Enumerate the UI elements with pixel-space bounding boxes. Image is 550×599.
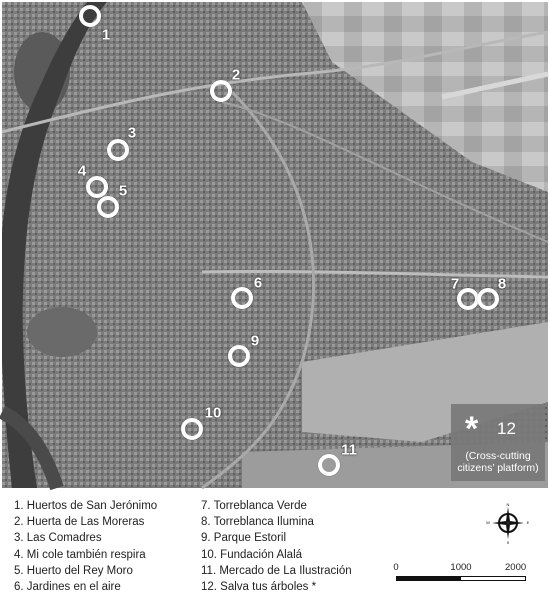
scale-bar-segment <box>461 577 525 580</box>
location-marker-3[interactable] <box>107 139 129 161</box>
location-marker-9[interactable] <box>228 345 250 367</box>
location-marker-11[interactable] <box>318 454 340 476</box>
legend-item: 5. Huerto del Rey Moro <box>14 564 133 577</box>
legend-item: 11. Mercado de La Ilustración <box>201 564 352 577</box>
location-marker-2[interactable] <box>210 80 232 102</box>
marker-number-4: 4 <box>77 162 87 180</box>
location-marker-4[interactable] <box>86 176 108 198</box>
legend-item: 2. Huerta de Las Moreras <box>14 516 145 529</box>
legend-item: 1. Huertos de San Jerónimo <box>14 500 158 512</box>
location-marker-10[interactable] <box>181 418 203 440</box>
scale-tick-0: 0 <box>393 562 399 573</box>
marker-number-11: 11 <box>341 441 357 459</box>
marker-number-2: 2 <box>231 66 241 84</box>
platform-note-line1: (Cross-cutting <box>465 450 531 462</box>
aerial-map[interactable] <box>2 2 548 488</box>
legend-item: 12. Salva tus árboles * <box>201 580 317 593</box>
marker-number-1: 1 <box>101 26 111 44</box>
platform-number: 12 <box>497 419 516 438</box>
legend-item: 6. Jardines en el aire <box>14 580 121 593</box>
marker-number-6: 6 <box>253 274 263 292</box>
location-marker-5[interactable] <box>97 196 119 218</box>
legend-item: 7. Torreblanca Verde <box>201 500 307 512</box>
location-marker-6[interactable] <box>231 287 253 309</box>
location-marker-7[interactable] <box>457 288 479 310</box>
marker-number-7: 7 <box>450 275 460 293</box>
platform-note-line2: citizens’ platform) <box>457 462 539 474</box>
marker-number-9: 9 <box>250 332 260 350</box>
compass-w: W <box>486 520 490 525</box>
compass-icon <box>487 502 529 544</box>
location-marker-1[interactable] <box>79 5 101 27</box>
compass-s: S <box>506 540 510 545</box>
legend-item: 8. Torreblanca Ilumina <box>201 516 314 529</box>
platform-note <box>451 450 545 474</box>
park-area-2 <box>27 307 97 357</box>
legend-item: 10. Fundación Alalá <box>201 548 303 561</box>
legend-item: 9. Parque Estoril <box>201 532 287 545</box>
scale-tick-2000: 2000 <box>505 562 527 573</box>
platform-box <box>451 404 545 481</box>
asterisk-icon: * <box>465 410 479 448</box>
legend-item: 3. Las Comadres <box>14 532 102 545</box>
compass-e: E <box>526 520 530 525</box>
scale-tick-1000: 1000 <box>450 562 472 573</box>
marker-number-10: 10 <box>204 404 222 422</box>
location-marker-8[interactable] <box>477 288 499 310</box>
marker-number-8: 8 <box>497 275 507 293</box>
legend-item: 4. Mi cole también respira <box>14 548 146 561</box>
compass-n: N <box>506 502 510 507</box>
legend-right <box>201 498 352 595</box>
marker-number-3: 3 <box>127 124 137 142</box>
marker-number-5: 5 <box>118 182 128 200</box>
legend-left <box>14 498 157 595</box>
